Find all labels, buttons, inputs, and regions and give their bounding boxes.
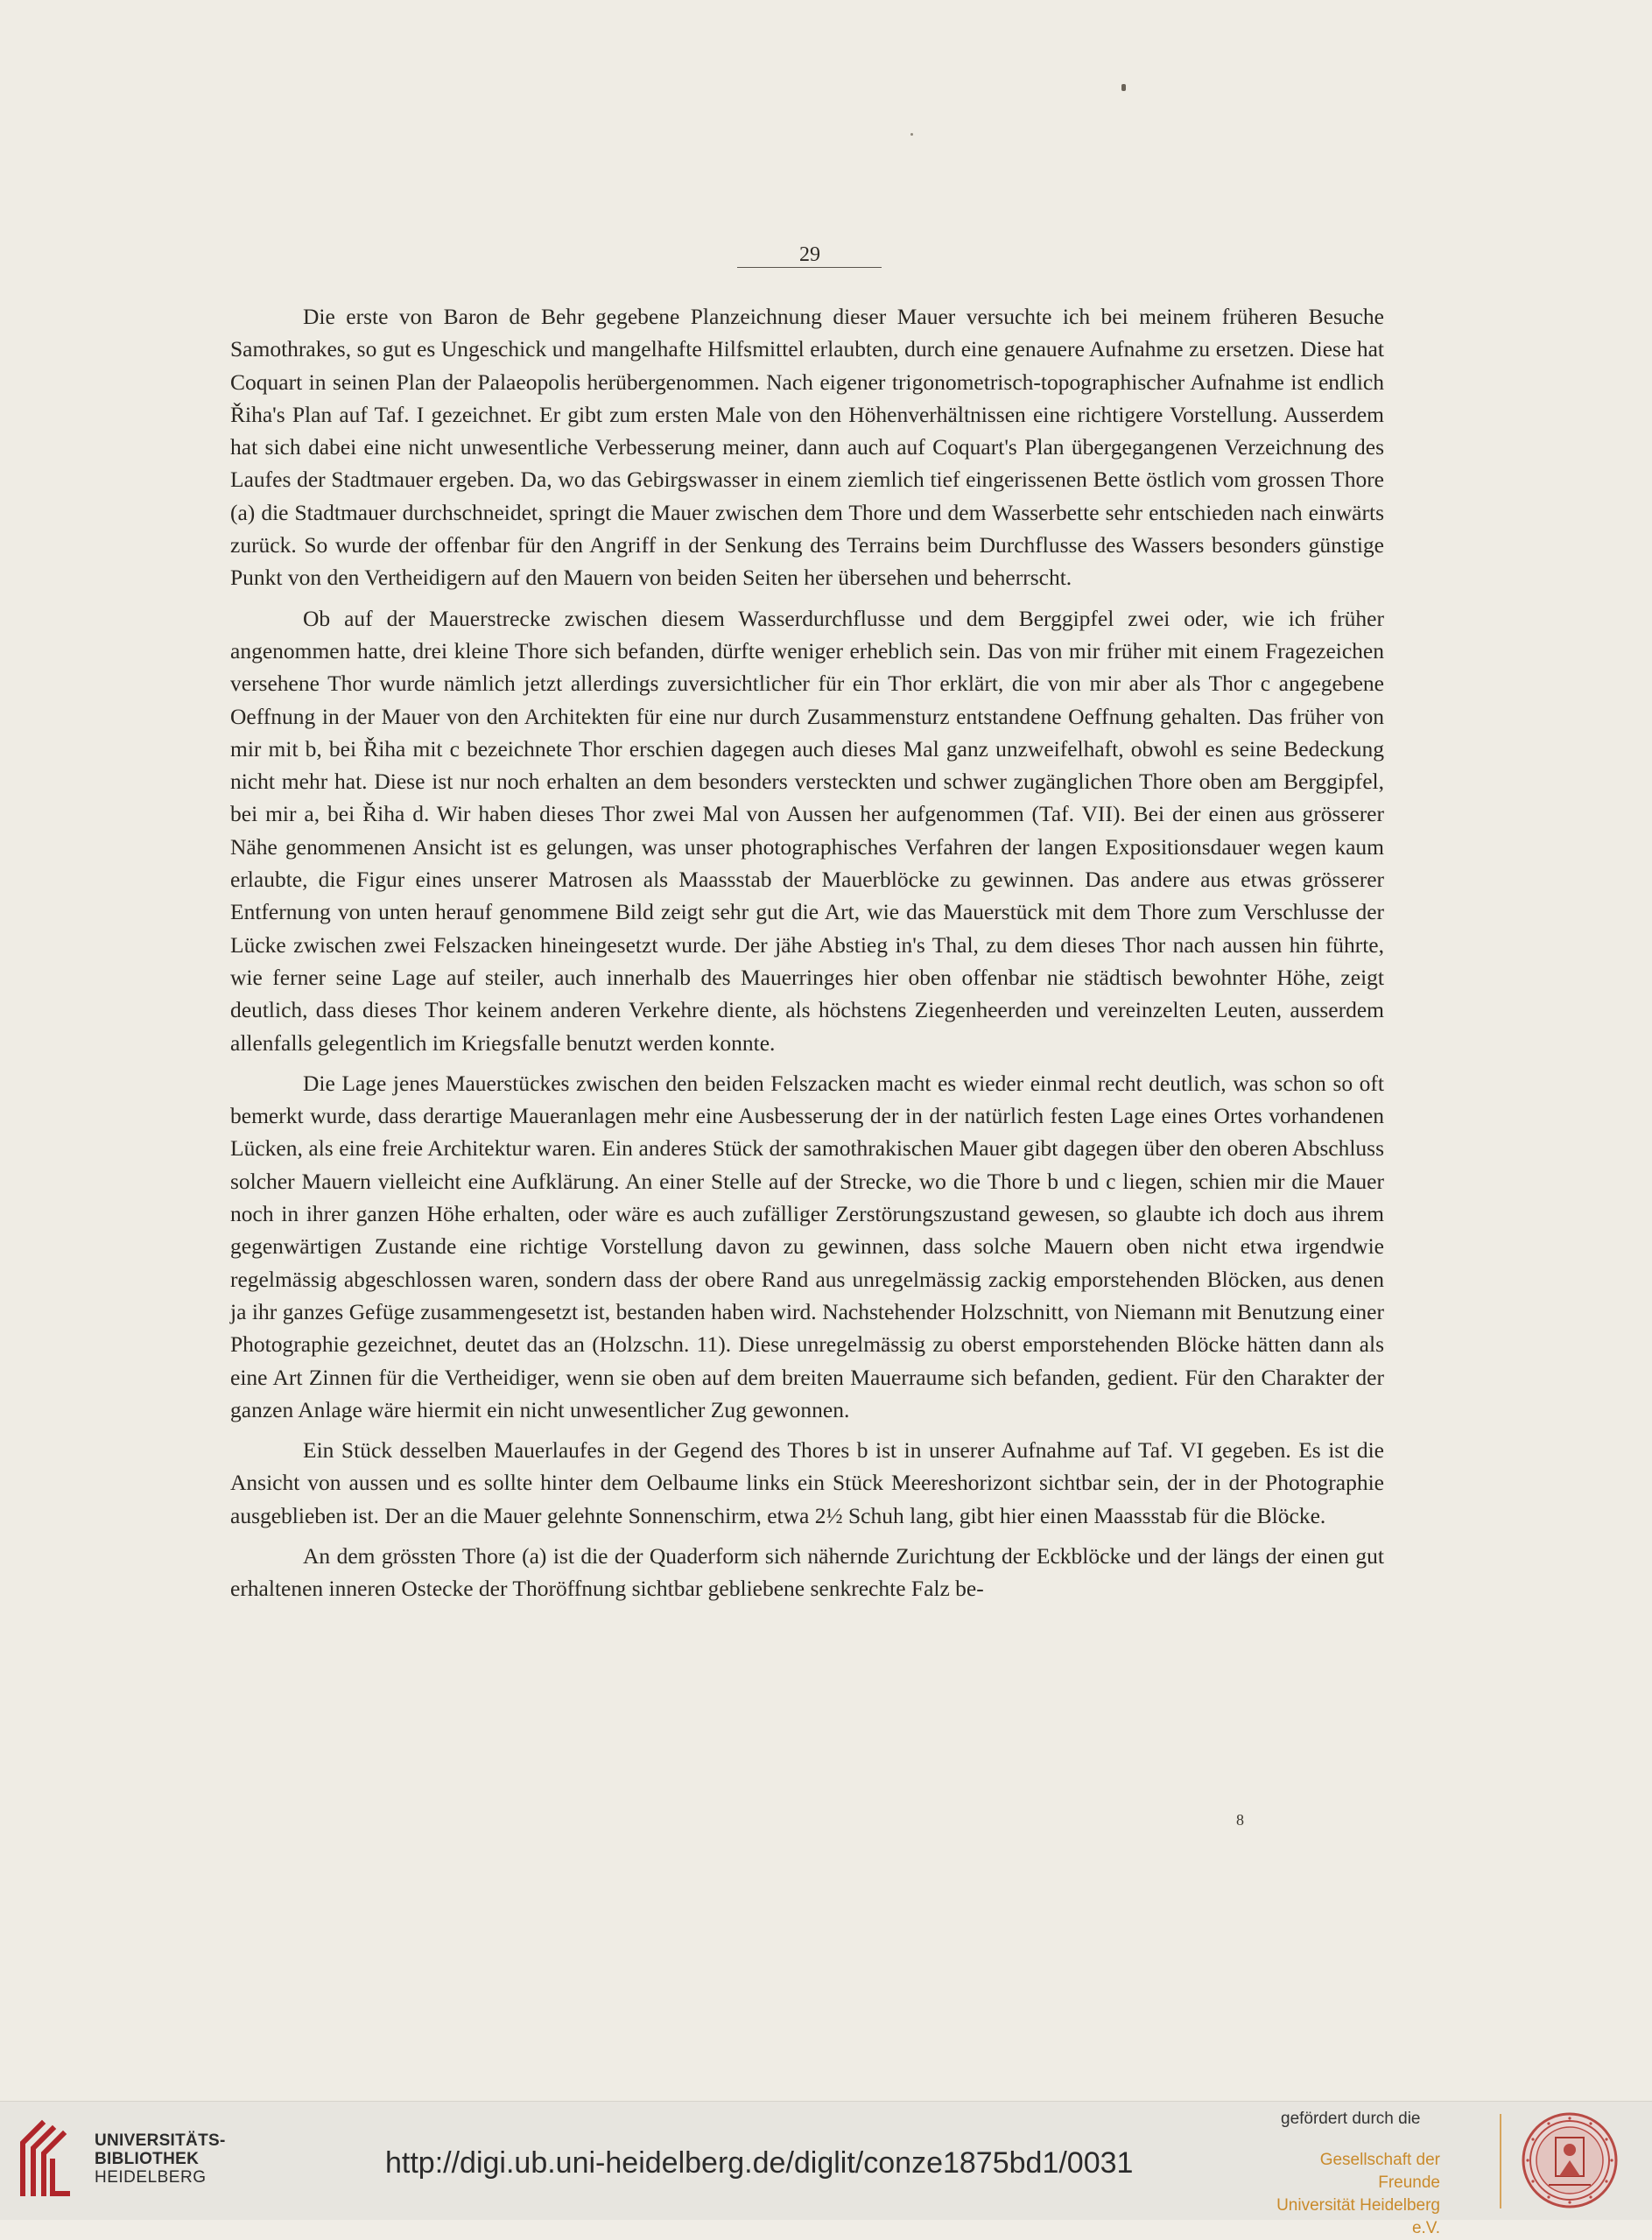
paragraph: Ob auf der Mauerstrecke zwischen diesem Wasserdurchflusse und dem Berggipfel zwei oder, wie ich früher angenommen hatte, drei kleine Thore sich befanden, dürfte weniger erheblich sein. Das von mir früher mit einem Fragezeichen versehene Thor wurde nämlich jetzt allerdings zuversichtlicher für ein Thor erklärt, die von mir aber als Thor c angegebene Oeffnung in der Mauer von den Architekten für eine nur durch Zusammensturz entstandene Oeffnung gehalten. Das früher von mir mit b, bei Řiha mit c bezeichnete Thor erschien dagegen auch dieses Mal ganz unzweifelhaft, obwohl es seine Bedeckung nicht mehr hat. Diese ist nur noch erhalten an dem besonders versteckten und schwer zugänglichen Thore oben am Berggipfel, bei mir a, bei Řiha d. Wir haben dieses Thor zwei Mal von Aussen her aufgenommen (Taf. VII). Bei der einen aus grösserer Nähe genommenen Ansicht ist es gelungen, was unser photographisches Verfahren der langen Expositionsdauer wegen kaum erlaubte, die Figur eines unserer Matrosen als Maassstab der Mauerblöcke zu gewinnen. Das andere aus etwas grösserer Entfernung von unten herauf genommene Bild zeigt sehr gut die Art, wie das Mauerstück mit dem Thore zum Verschlusse der Lücke zwischen zwei Felszacken hineingesetzt wurde. Der jähe Abstieg in's Thal, zu dem dieses Thor nach aussen hin führte, wie ferner seine Lage auf steiler, auch innerhalb des Mauerringes hier oben offenbar nie städtisch bewohnter Höhe, zeigt deutlich, dass dieses Thor keinem anderen Verkehre diente, als höchstens Ziegenheerden und vereinzelten Leuten, ausserdem allenfalls gelegentlich im Kriegsfalle benutzt werden konnte. bbox=[230, 605, 1384, 1056]
library-name-line1: UNIVERSITÄTS- bbox=[95, 2131, 226, 2150]
sponsor-name-line1: Gesellschaft der Freunde bbox=[1319, 2151, 1440, 2192]
footer-divider bbox=[1500, 2114, 1501, 2208]
paragraph: Ein Stück desselben Mauerlaufes in der Gegend des Thores b ist in unserer Aufnahme auf Taf. VI gegeben. Es ist die Ansicht von aussen und es sollte hinter dem Oelbaume links ein Stück Meereshorizont sichtbar sein, der in der Photographie ausgeblieben ist. Der an die Mauer gelehnte Sonnenschirm, etwa 2½ Schuh lang, gibt hier einen Maassstab für die Blöcke. bbox=[230, 1437, 1384, 1528]
library-name-line3: HEIDELBERG bbox=[95, 2168, 207, 2187]
page-number: 29 bbox=[799, 243, 820, 266]
paper-speck bbox=[1121, 84, 1126, 91]
permalink-url[interactable]: http://digi.ub.uni-heidelberg.de/diglit/conze1875bd1/0031 bbox=[385, 2146, 1134, 2180]
sponsor-label: gefördert durch die bbox=[1281, 2110, 1421, 2128]
paper-speck bbox=[910, 133, 913, 136]
paragraph: An dem grössten Thore (a) ist die der Quaderform sich nähernde Zurichtung der Eckblöcke und der längs der einen gut erhaltenen inneren Ostecke der Thoröffnung sichtbar gebliebene senkrechte Falz be- bbox=[230, 1542, 1384, 1602]
sponsor-name-line2: Universität Heidelberg e.V. bbox=[1276, 2196, 1440, 2237]
library-name[interactable] bbox=[95, 2131, 226, 2187]
page-number-rule bbox=[737, 267, 882, 268]
library-name-line2: BIBLIOTHEK bbox=[95, 2150, 200, 2168]
ub-heidelberg-logo-icon[interactable] bbox=[16, 2117, 84, 2201]
paragraph: Die erste von Baron de Behr gegebene Planzeichnung dieser Mauer versuchte ich bei meinem früheren Besuche Samothrakes, so gut es Ungeschick und mangelhafte Hilfsmittel erlaubten, durch eine genauere Aufnahme zu ersetzen. Diese hat Coquart in seinen Plan der Palaeopolis herübergenommen. Nach eigener trigonometrisch-topographischer Aufnahme ist endlich Řiha's Plan auf Taf. I gezeichnet. Er gibt zum ersten Male von den Höhenverhältnissen eine richtigere Vorstellung. Ausserdem hat sich dabei eine nicht unwesentliche Verbesserung meiner, dann auch auf Coquart's Plan übergegangenen Verzeichnung des Laufes der Stadtmauer ergeben. Da, wo das Gebirgswasser in einem ziemlich tief eingerissenen Bette östlich vom grossen Thore (a) die Stadtmauer durchschneidet, springt die Mauer zwischen dem Thore und dem Wasserbette sehr entschieden nach einwärts zurück. So wurde der offenbar für den Angriff in der Senkung des Terrains beim Durchflusse des Wassers besonders günstige Punkt von den Vertheidigern auf den Mauern von beiden Seiten her übersehen und beherrscht. bbox=[230, 304, 1384, 591]
paragraph: Die Lage jenes Mauerstückes zwischen den beiden Felszacken macht es wieder einmal recht deutlich, was schon so oft bemerkt wurde, dass derartige Maueranlagen mehr eine Ausbesserung der in der natürlich festen Lage eines Ortes vorhandenen Lücken, als eine freie Architektur waren. Ein anderes Stück der samothrakischen Mauer gibt dagegen über den oberen Abschluss solcher Mauern vielleicht eine Aufklärung. An einer Stelle auf der Strecke, wo die Thore b und c liegen, schien mir die Mauer noch in ihrer ganzen Höhe erhalten, oder wäre es auch zufälliger Zerstörungszustand gewesen, so glaubte ich doch aus ihrem gegenwärtigen Zustande eine richtige Vorstellung davon zu gewinnen, dass solche Mauern oben nicht etwa irgendwie regelmässig abgeschlossen waren, sondern dass der obere Rand aus unregelmässig zackig emporstehenden Blöcken, aus denen ja ihr ganzes Gefüge zusammengesetzt ist, bestanden haben wird. Nachstehender Holzschnitt, von Niemann mit Benutzung einer Photographie gezeichnet, deutet das an (Holzschn. 11). Diese unregelmässig zu oberst emporstehenden Blöcke hätten dann als eine Art Zinnen für die Vertheidiger, wenn sie oben auf dem breiten Mauerraume sich befanden, gedient. Für den Charakter der ganzen Anlage wäre hiermit ein nicht unwesentlicher Zug gewonnen. bbox=[230, 1070, 1384, 1422]
university-seal-icon[interactable] bbox=[1521, 2111, 1619, 2209]
sponsor-name[interactable] bbox=[1261, 2149, 1440, 2240]
body-text bbox=[230, 300, 1384, 1613]
signature-mark: 8 bbox=[1236, 1811, 1244, 1829]
